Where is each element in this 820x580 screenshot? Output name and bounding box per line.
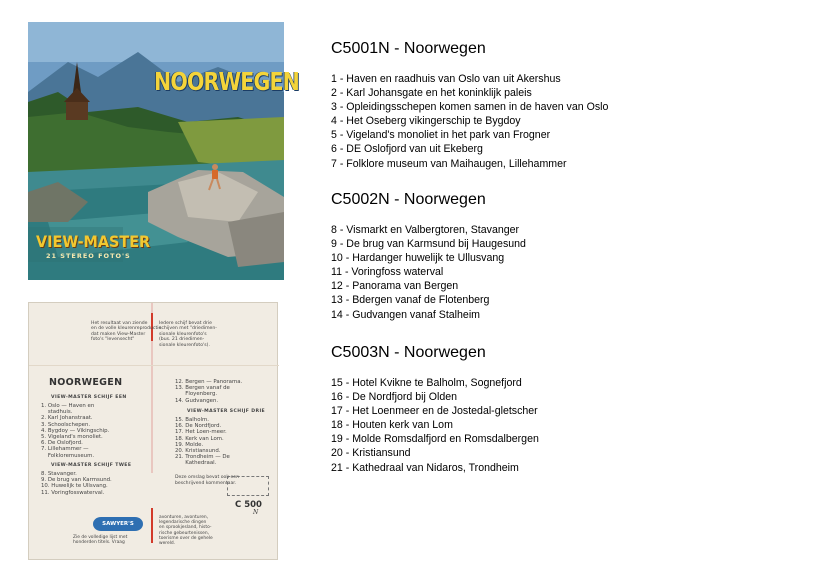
commentary-note: Deze omslag bevat ook een beschrijvend kommentaar. xyxy=(175,475,240,486)
section-title-c5003n: C5003N - Noorwegen xyxy=(331,344,486,361)
viewmaster-logo: VIEW-MASTER xyxy=(36,232,151,251)
reel2-list: 8. Stavanger. 9. De brug van Karmsund. 10. Huwelijk te Ullsvang. 11. Voringfosswaterval. xyxy=(41,471,112,496)
reel2-continued-list: 12. Bergen — Panorama. 13. Bergen vanaf de Floyenberg. 14. Gudvangen. xyxy=(175,379,243,404)
intro-left: Het resultaat van ziende en de volle kleurenreproductie dat maken View-Master foto's "levensecht" xyxy=(91,321,162,343)
list-item: 1 - Haven en raadhuis van Oslo van uit Akershus xyxy=(331,73,561,85)
section-title-c5002n: C5002N - Noorwegen xyxy=(331,191,486,208)
list-item: 9 - De brug van Karmsund bij Haugesund xyxy=(331,238,526,251)
list-item: 16 - De Nordfjord bij Olden xyxy=(331,391,458,404)
list-item: 5 - Vigeland's monoliet in het park van Frogner xyxy=(331,129,551,142)
list-item: 7 - Folklore museum van Maihaugen, Lillehammer xyxy=(331,157,567,170)
list-item: 19 - Molde Romsdalfjord en Romsdalbergen xyxy=(331,433,539,446)
cover-title: NOORWEGEN xyxy=(154,67,300,96)
list-item: 4 - Het Oseberg vikingerschip te Bygdoy xyxy=(331,115,521,128)
intro-right: Iedere schijf bevat drie schijven met "driedimen- sionale kleurenfoto's (bus. 21 driedimen- sionale kleurenfoto's). xyxy=(159,321,217,348)
red-stripe xyxy=(151,508,153,543)
flap-seam xyxy=(29,365,279,366)
reel1-heading: VIEW-MASTER SCHIJF EEN xyxy=(51,395,127,400)
list-item: 15 - Hotel Kvikne te Balholm, Sognefjord xyxy=(331,377,522,389)
back-title: NOORWEGEN xyxy=(49,377,123,388)
reel3-heading: VIEW-MASTER SCHIJF DRIE xyxy=(187,409,266,414)
section-title-c5001n: C5001N - Noorwegen xyxy=(331,40,486,57)
reel-list-c5002n xyxy=(331,223,526,322)
reel1-list: 1. Oslo — Haven en stadhuis. 2. Karl Johanstraat. 3. Schoolschepen. 4. Bygdoy — Vikingschip. 5. Vigeland's monoliet. 6. De Oslofjord. 7. Lillehammer — Folkloremuseum. xyxy=(41,403,110,459)
cover-subtitle: 21 STEREO FOTO'S xyxy=(46,252,131,260)
list-item: 10 - Hardanger huwelijk te Ullusvang xyxy=(331,252,505,265)
list-item: 6 - DE Oslofjord van uit Ekeberg xyxy=(331,143,483,156)
reel3-list: 15. Balholm. 16. De Nordfjord. 17. Het Loen-meer. 18. Kerk van Lom. 19. Molde. 20. Kristiansund. 21. Trondheim — De Kathedraal. xyxy=(175,417,230,467)
bottom-left-note: Zie de volledige lijst met honderden titels. Vraag xyxy=(73,535,128,546)
list-item: 18 - Houten kerk van Lom xyxy=(331,419,453,432)
product-code-suffix: N xyxy=(253,509,259,516)
list-item: 3 - Opleidingsschepen komen samen in de haven van Oslo xyxy=(331,101,609,114)
reel2-heading: VIEW-MASTER SCHIJF TWEE xyxy=(51,463,132,468)
list-item: 11 - Voringfoss waterval xyxy=(331,266,444,279)
reel-list-c5003n xyxy=(331,376,539,475)
sawyers-logo: SAWYER'S xyxy=(93,517,143,531)
front-cover-image xyxy=(28,22,300,280)
bottom-right-note: avonturen, avonturen, legendarische dingen en sprookjesland, histo- rische gebeurtenissen, toerisme over de gehele wereld. xyxy=(159,515,213,547)
product-code: C 500 xyxy=(235,500,262,510)
stamp-box xyxy=(227,476,269,496)
list-item: 2 - Karl Johansgate en het koninklijk paleis xyxy=(331,87,532,100)
list-item: 21 - Kathedraal van Nidaros, Trondheim xyxy=(331,461,519,474)
list-item: 13 - Bdergen vanaf de Flotenberg xyxy=(331,294,490,307)
list-item: 14 - Gudvangen vanaf Stalheim xyxy=(331,308,480,321)
back-cover-image xyxy=(28,302,278,560)
list-item: 17 - Het Loenmeer en de Jostedal-gletscher xyxy=(331,405,538,418)
list-item: 8 - Vismarkt en Valbergtoren, Stavanger xyxy=(331,224,520,236)
list-item: 20 - Kristiansund xyxy=(331,447,411,460)
list-item: 12 - Panorama van Bergen xyxy=(331,280,459,293)
reel-list-c5001n xyxy=(331,72,608,171)
